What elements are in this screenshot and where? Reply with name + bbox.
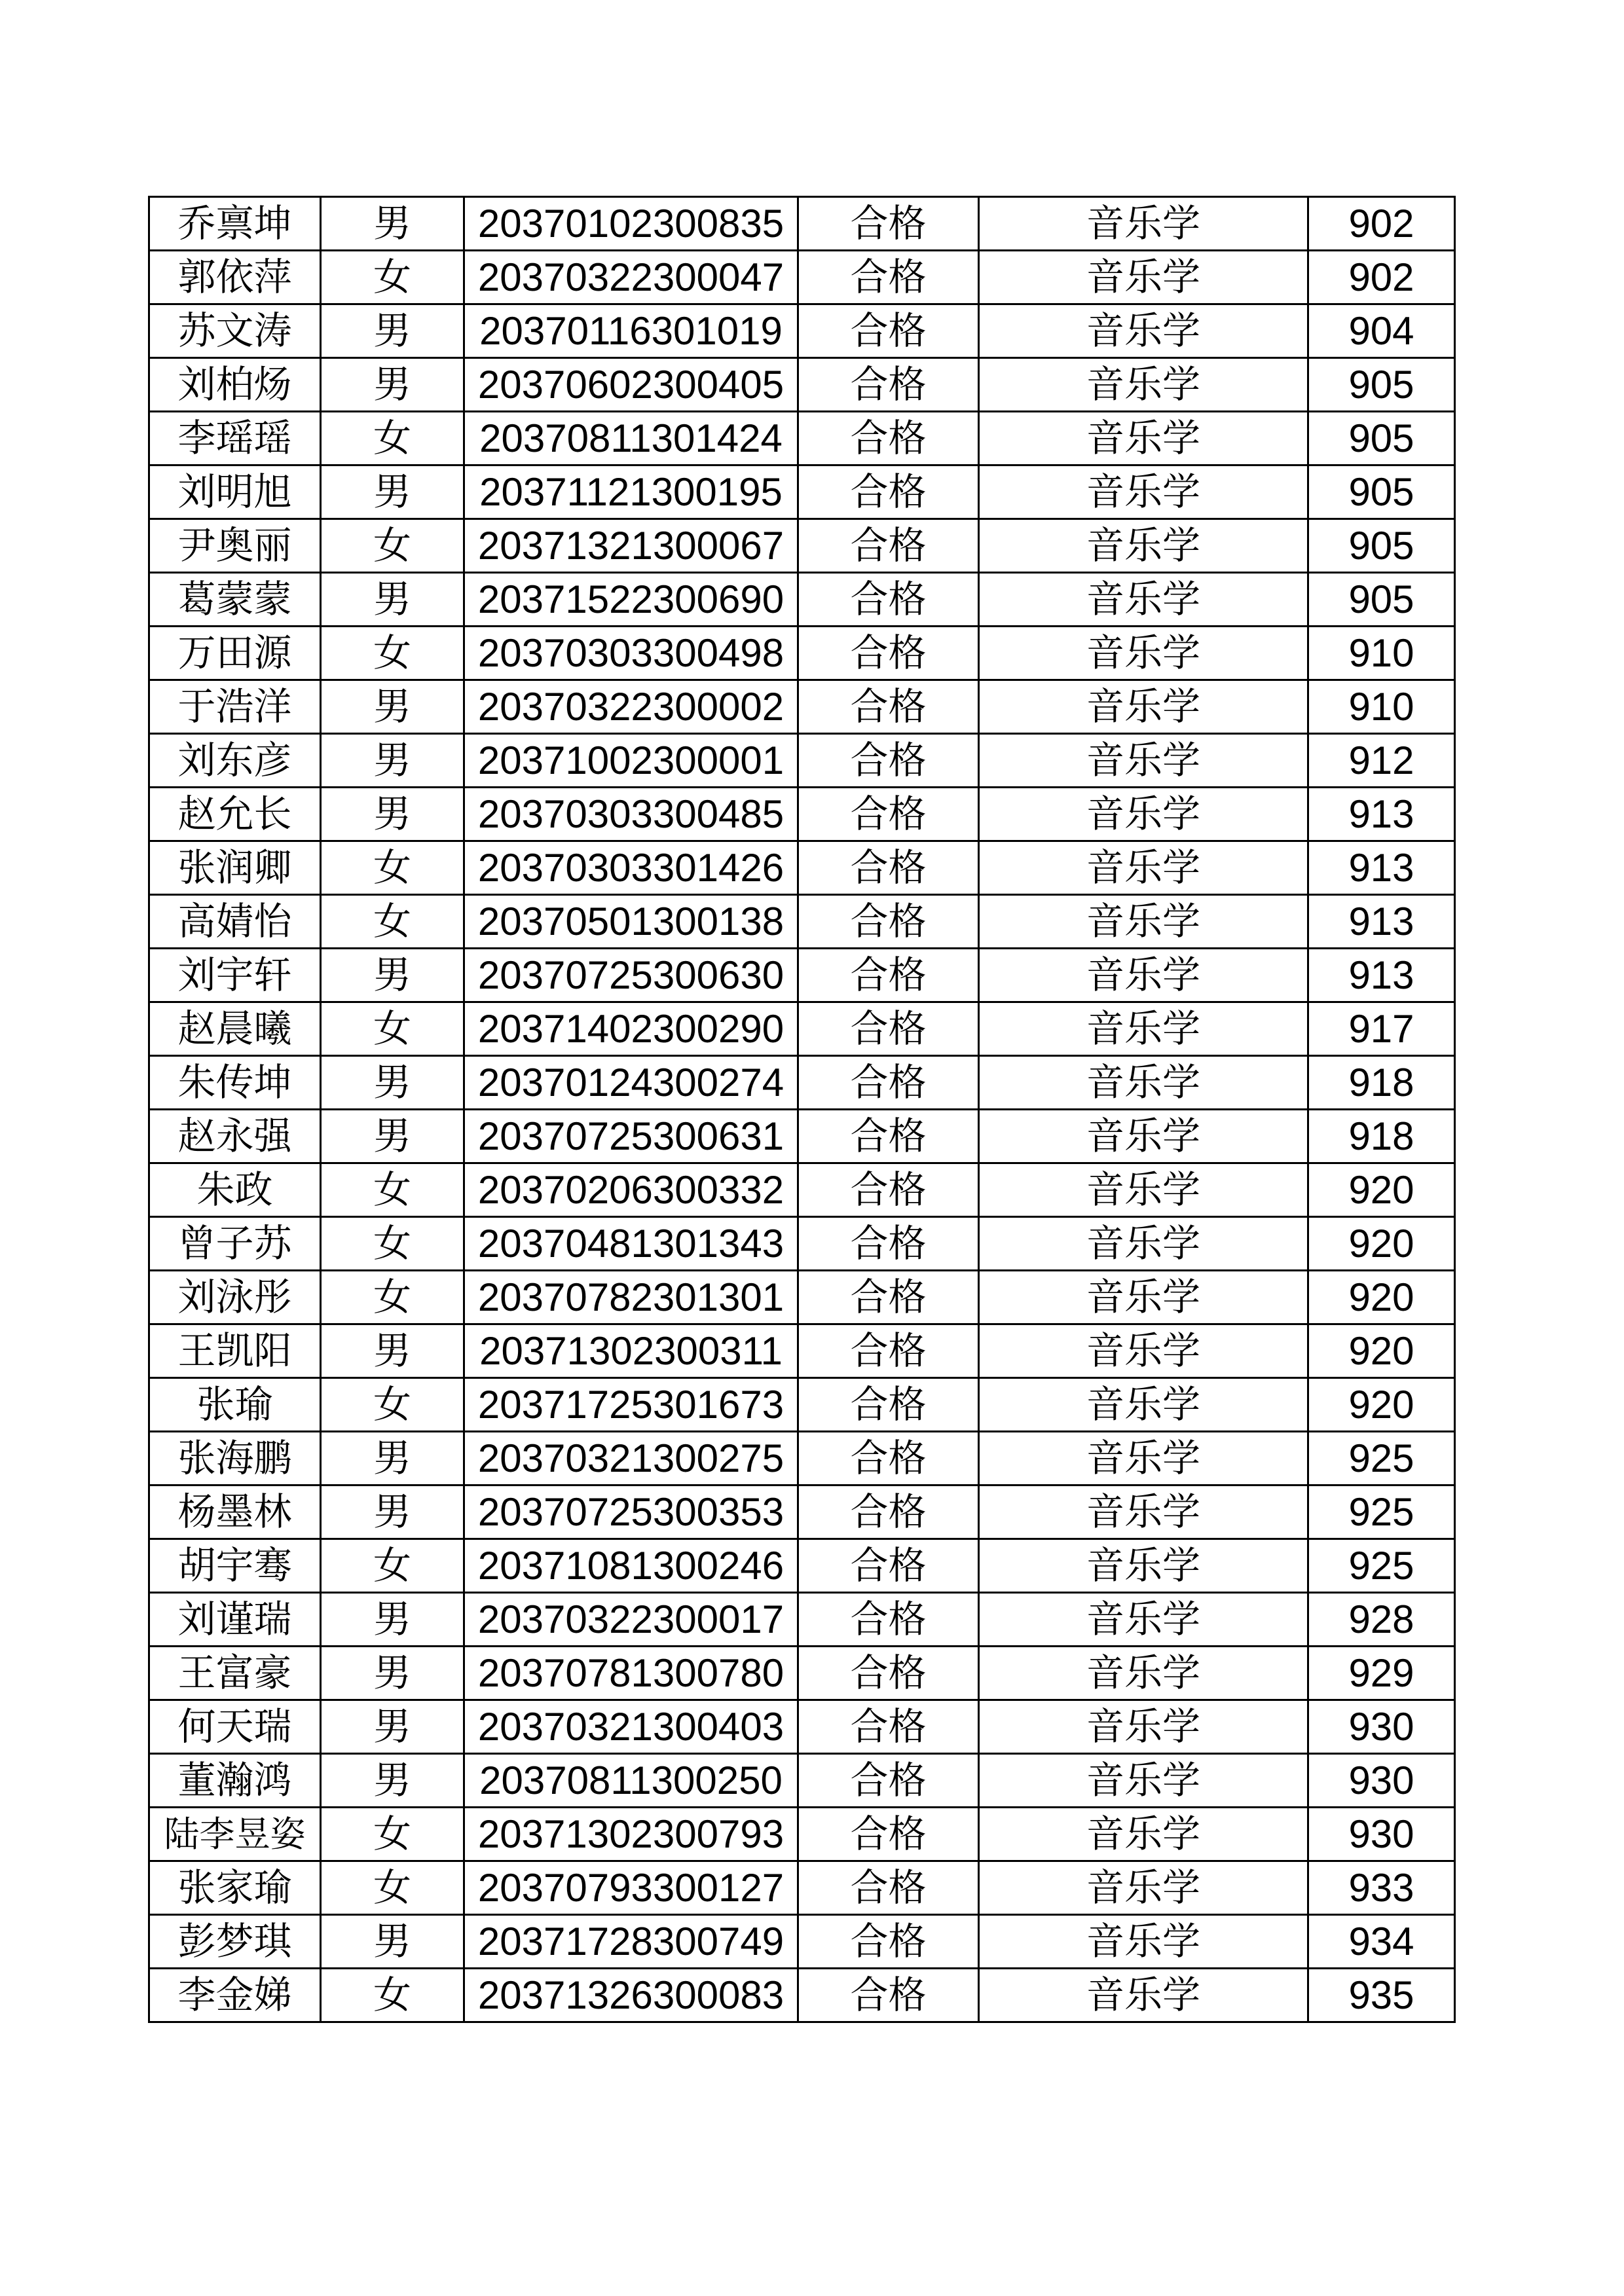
- name-cell: 杨墨林: [149, 1485, 321, 1539]
- exam-number-cell: 20370793300127: [464, 1861, 798, 1915]
- name-cell: 何天瑞: [149, 1700, 321, 1754]
- score-cell: 920: [1308, 1324, 1455, 1378]
- exam-number-cell: 20370602300405: [464, 358, 798, 412]
- exam-number-cell: 20370725300353: [464, 1485, 798, 1539]
- gender-cell: 男: [321, 680, 464, 734]
- gender-cell: 男: [321, 197, 464, 251]
- name-cell: 于浩洋: [149, 680, 321, 734]
- exam-number-cell: 20370481301343: [464, 1217, 798, 1271]
- score-cell: 930: [1308, 1808, 1455, 1861]
- score-cell: 925: [1308, 1485, 1455, 1539]
- name-cell: 董瀚鸿: [149, 1754, 321, 1808]
- result-cell: 合格: [798, 895, 979, 949]
- major-cell: 音乐学: [979, 251, 1308, 304]
- gender-cell: 女: [321, 1271, 464, 1324]
- result-cell: 合格: [798, 1485, 979, 1539]
- gender-cell: 男: [321, 465, 464, 519]
- table-row: [149, 1647, 1455, 1700]
- table-row: [149, 788, 1455, 841]
- table-row: [149, 1485, 1455, 1539]
- result-cell: 合格: [798, 251, 979, 304]
- gender-cell: 女: [321, 1217, 464, 1271]
- name-cell: 张海鹏: [149, 1432, 321, 1485]
- result-cell: 合格: [798, 465, 979, 519]
- name-cell: 葛蒙蒙: [149, 573, 321, 627]
- table-row: [149, 412, 1455, 465]
- table-row: [149, 465, 1455, 519]
- name-cell: 刘宇轩: [149, 949, 321, 1002]
- exam-number-cell: 20371302300793: [464, 1808, 798, 1861]
- score-cell: 910: [1308, 627, 1455, 680]
- name-cell: 胡宇骞: [149, 1539, 321, 1593]
- name-cell: 曾子苏: [149, 1217, 321, 1271]
- score-cell: 905: [1308, 519, 1455, 573]
- major-cell: 音乐学: [979, 1969, 1308, 2022]
- major-cell: 音乐学: [979, 1539, 1308, 1593]
- result-cell: 合格: [798, 949, 979, 1002]
- result-cell: 合格: [798, 573, 979, 627]
- major-cell: 音乐学: [979, 1110, 1308, 1163]
- result-cell: 合格: [798, 1647, 979, 1700]
- gender-cell: 男: [321, 1324, 464, 1378]
- exam-number-cell: 20371728300749: [464, 1915, 798, 1969]
- name-cell: 刘东彦: [149, 734, 321, 788]
- gender-cell: 男: [321, 949, 464, 1002]
- result-cell: 合格: [798, 197, 979, 251]
- gender-cell: 女: [321, 841, 464, 895]
- name-cell: 朱传坤: [149, 1056, 321, 1110]
- score-cell: 920: [1308, 1271, 1455, 1324]
- result-cell: 合格: [798, 1271, 979, 1324]
- score-cell: 933: [1308, 1861, 1455, 1915]
- table-row: [149, 1002, 1455, 1056]
- result-cell: 合格: [798, 1915, 979, 1969]
- result-cell: 合格: [798, 1002, 979, 1056]
- name-cell: 刘明旭: [149, 465, 321, 519]
- score-cell: 913: [1308, 788, 1455, 841]
- table-row: [149, 680, 1455, 734]
- roster-table: [148, 196, 1456, 2023]
- exam-number-cell: 20370303300498: [464, 627, 798, 680]
- table-row: [149, 1432, 1455, 1485]
- exam-number-cell: 20371725301673: [464, 1378, 798, 1432]
- table-row: [149, 251, 1455, 304]
- gender-cell: 男: [321, 1647, 464, 1700]
- exam-number-cell: 20371402300290: [464, 1002, 798, 1056]
- score-cell: 913: [1308, 841, 1455, 895]
- major-cell: 音乐学: [979, 412, 1308, 465]
- exam-number-cell: 20370321300403: [464, 1700, 798, 1754]
- table-row: [149, 1700, 1455, 1754]
- score-cell: 910: [1308, 680, 1455, 734]
- major-cell: 音乐学: [979, 1808, 1308, 1861]
- name-cell: 刘泳彤: [149, 1271, 321, 1324]
- gender-cell: 男: [321, 1700, 464, 1754]
- result-cell: 合格: [798, 519, 979, 573]
- score-cell: 918: [1308, 1110, 1455, 1163]
- gender-cell: 女: [321, 251, 464, 304]
- score-cell: 935: [1308, 1969, 1455, 2022]
- major-cell: 音乐学: [979, 304, 1308, 358]
- exam-number-cell: 20370782301301: [464, 1271, 798, 1324]
- gender-cell: 男: [321, 734, 464, 788]
- exam-number-cell: 20371321300067: [464, 519, 798, 573]
- major-cell: 音乐学: [979, 1700, 1308, 1754]
- result-cell: 合格: [798, 1754, 979, 1808]
- name-cell: 万田源: [149, 627, 321, 680]
- major-cell: 音乐学: [979, 1002, 1308, 1056]
- table-row: [149, 1539, 1455, 1593]
- name-cell: 刘柏炀: [149, 358, 321, 412]
- table-row: [149, 734, 1455, 788]
- major-cell: 音乐学: [979, 680, 1308, 734]
- table-row: [149, 1861, 1455, 1915]
- exam-number-cell: 20370124300274: [464, 1056, 798, 1110]
- major-cell: 音乐学: [979, 573, 1308, 627]
- gender-cell: 女: [321, 1002, 464, 1056]
- exam-number-cell: 20370206300332: [464, 1163, 798, 1217]
- name-cell: 郭依萍: [149, 251, 321, 304]
- exam-number-cell: 20370322300002: [464, 680, 798, 734]
- exam-number-cell: 20371002300001: [464, 734, 798, 788]
- gender-cell: 男: [321, 1056, 464, 1110]
- major-cell: 音乐学: [979, 1485, 1308, 1539]
- result-cell: 合格: [798, 1432, 979, 1485]
- name-cell: 高婧怡: [149, 895, 321, 949]
- score-cell: 925: [1308, 1539, 1455, 1593]
- result-cell: 合格: [798, 1808, 979, 1861]
- gender-cell: 男: [321, 1432, 464, 1485]
- result-cell: 合格: [798, 841, 979, 895]
- major-cell: 音乐学: [979, 465, 1308, 519]
- exam-number-cell: 20370781300780: [464, 1647, 798, 1700]
- name-cell: 王凯阳: [149, 1324, 321, 1378]
- table-row: [149, 1110, 1455, 1163]
- gender-cell: 男: [321, 1485, 464, 1539]
- gender-cell: 女: [321, 895, 464, 949]
- result-cell: 合格: [798, 412, 979, 465]
- exam-number-cell: 20370501300138: [464, 895, 798, 949]
- name-cell: 张家瑜: [149, 1861, 321, 1915]
- gender-cell: 女: [321, 1539, 464, 1593]
- gender-cell: 男: [321, 1915, 464, 1969]
- table-row: [149, 1593, 1455, 1647]
- result-cell: 合格: [798, 1539, 979, 1593]
- table-row: [149, 304, 1455, 358]
- exam-number-cell: 20371121300195: [464, 465, 798, 519]
- major-cell: 音乐学: [979, 1271, 1308, 1324]
- score-cell: 912: [1308, 734, 1455, 788]
- result-cell: 合格: [798, 1217, 979, 1271]
- table-row: [149, 627, 1455, 680]
- score-cell: 902: [1308, 251, 1455, 304]
- result-cell: 合格: [798, 304, 979, 358]
- table-row: [149, 197, 1455, 251]
- table-row: [149, 841, 1455, 895]
- table-row: [149, 1163, 1455, 1217]
- result-cell: 合格: [798, 788, 979, 841]
- gender-cell: 女: [321, 1808, 464, 1861]
- major-cell: 音乐学: [979, 949, 1308, 1002]
- major-cell: 音乐学: [979, 1163, 1308, 1217]
- major-cell: 音乐学: [979, 1324, 1308, 1378]
- score-cell: 920: [1308, 1217, 1455, 1271]
- name-cell: 李金娣: [149, 1969, 321, 2022]
- gender-cell: 女: [321, 1163, 464, 1217]
- score-cell: 905: [1308, 358, 1455, 412]
- major-cell: 音乐学: [979, 841, 1308, 895]
- result-cell: 合格: [798, 627, 979, 680]
- score-cell: 913: [1308, 949, 1455, 1002]
- exam-number-cell: 20370322300017: [464, 1593, 798, 1647]
- result-cell: 合格: [798, 358, 979, 412]
- score-cell: 934: [1308, 1915, 1455, 1969]
- table-row: [149, 1378, 1455, 1432]
- table-row: [149, 1969, 1455, 2022]
- exam-number-cell: 20371326300083: [464, 1969, 798, 2022]
- exam-number-cell: 20370725300631: [464, 1110, 798, 1163]
- score-cell: 918: [1308, 1056, 1455, 1110]
- result-cell: 合格: [798, 1056, 979, 1110]
- score-cell: 913: [1308, 895, 1455, 949]
- table-row: [149, 949, 1455, 1002]
- name-cell: 赵晨曦: [149, 1002, 321, 1056]
- result-cell: 合格: [798, 1163, 979, 1217]
- gender-cell: 女: [321, 1378, 464, 1432]
- gender-cell: 男: [321, 1754, 464, 1808]
- name-cell: 李瑶瑶: [149, 412, 321, 465]
- name-cell: 尹奥丽: [149, 519, 321, 573]
- score-cell: 928: [1308, 1593, 1455, 1647]
- exam-number-cell: 20370321300275: [464, 1432, 798, 1485]
- score-cell: 904: [1308, 304, 1455, 358]
- score-cell: 905: [1308, 412, 1455, 465]
- score-cell: 929: [1308, 1647, 1455, 1700]
- table-row: [149, 1271, 1455, 1324]
- table-row: [149, 1056, 1455, 1110]
- exam-number-cell: 20370116301019: [464, 304, 798, 358]
- table-row: [149, 573, 1455, 627]
- table-row: [149, 1217, 1455, 1271]
- name-cell: 彭梦琪: [149, 1915, 321, 1969]
- gender-cell: 男: [321, 1593, 464, 1647]
- table-row: [149, 1754, 1455, 1808]
- name-cell: 朱政: [149, 1163, 321, 1217]
- table-row: [149, 1808, 1455, 1861]
- name-cell: 乔禀坤: [149, 197, 321, 251]
- exam-number-cell: 20370725300630: [464, 949, 798, 1002]
- exam-number-cell: 20371522300690: [464, 573, 798, 627]
- name-cell: 张润卿: [149, 841, 321, 895]
- major-cell: 音乐学: [979, 734, 1308, 788]
- name-cell: 王富豪: [149, 1647, 321, 1700]
- result-cell: 合格: [798, 1969, 979, 2022]
- result-cell: 合格: [798, 1110, 979, 1163]
- major-cell: 音乐学: [979, 1217, 1308, 1271]
- score-cell: 905: [1308, 573, 1455, 627]
- table-row: [149, 1915, 1455, 1969]
- gender-cell: 男: [321, 573, 464, 627]
- gender-cell: 男: [321, 1110, 464, 1163]
- score-cell: 902: [1308, 197, 1455, 251]
- major-cell: 音乐学: [979, 1754, 1308, 1808]
- gender-cell: 男: [321, 788, 464, 841]
- major-cell: 音乐学: [979, 519, 1308, 573]
- major-cell: 音乐学: [979, 895, 1308, 949]
- gender-cell: 女: [321, 1861, 464, 1915]
- exam-number-cell: 20371081300246: [464, 1539, 798, 1593]
- table-row: [149, 519, 1455, 573]
- name-cell: 张瑜: [149, 1378, 321, 1432]
- score-cell: 930: [1308, 1754, 1455, 1808]
- name-cell: 苏文涛: [149, 304, 321, 358]
- exam-number-cell: 20370303301426: [464, 841, 798, 895]
- name-cell: 赵允长: [149, 788, 321, 841]
- major-cell: 音乐学: [979, 788, 1308, 841]
- exam-number-cell: 20370303300485: [464, 788, 798, 841]
- name-cell: 赵永强: [149, 1110, 321, 1163]
- score-cell: 917: [1308, 1002, 1455, 1056]
- score-cell: 905: [1308, 465, 1455, 519]
- score-cell: 930: [1308, 1700, 1455, 1754]
- result-cell: 合格: [798, 1861, 979, 1915]
- result-cell: 合格: [798, 1700, 979, 1754]
- roster-table-body: [149, 197, 1455, 2022]
- major-cell: 音乐学: [979, 1647, 1308, 1700]
- major-cell: 音乐学: [979, 1861, 1308, 1915]
- name-cell: 陆李昱姿: [149, 1808, 321, 1861]
- exam-number-cell: 20370322300047: [464, 251, 798, 304]
- score-cell: 925: [1308, 1432, 1455, 1485]
- gender-cell: 女: [321, 519, 464, 573]
- result-cell: 合格: [798, 1378, 979, 1432]
- table-row: [149, 1324, 1455, 1378]
- name-cell: 刘谨瑞: [149, 1593, 321, 1647]
- gender-cell: 男: [321, 358, 464, 412]
- result-cell: 合格: [798, 1593, 979, 1647]
- exam-number-cell: 20371302300311: [464, 1324, 798, 1378]
- gender-cell: 女: [321, 412, 464, 465]
- gender-cell: 女: [321, 627, 464, 680]
- result-cell: 合格: [798, 1324, 979, 1378]
- score-cell: 920: [1308, 1378, 1455, 1432]
- major-cell: 音乐学: [979, 1593, 1308, 1647]
- table-row: [149, 895, 1455, 949]
- major-cell: 音乐学: [979, 627, 1308, 680]
- exam-number-cell: 20370811301424: [464, 412, 798, 465]
- major-cell: 音乐学: [979, 358, 1308, 412]
- exam-number-cell: 20370102300835: [464, 197, 798, 251]
- table-row: [149, 358, 1455, 412]
- major-cell: 音乐学: [979, 197, 1308, 251]
- score-cell: 920: [1308, 1163, 1455, 1217]
- major-cell: 音乐学: [979, 1432, 1308, 1485]
- result-cell: 合格: [798, 680, 979, 734]
- major-cell: 音乐学: [979, 1915, 1308, 1969]
- gender-cell: 男: [321, 304, 464, 358]
- exam-number-cell: 20370811300250: [464, 1754, 798, 1808]
- gender-cell: 女: [321, 1969, 464, 2022]
- major-cell: 音乐学: [979, 1056, 1308, 1110]
- result-cell: 合格: [798, 734, 979, 788]
- major-cell: 音乐学: [979, 1378, 1308, 1432]
